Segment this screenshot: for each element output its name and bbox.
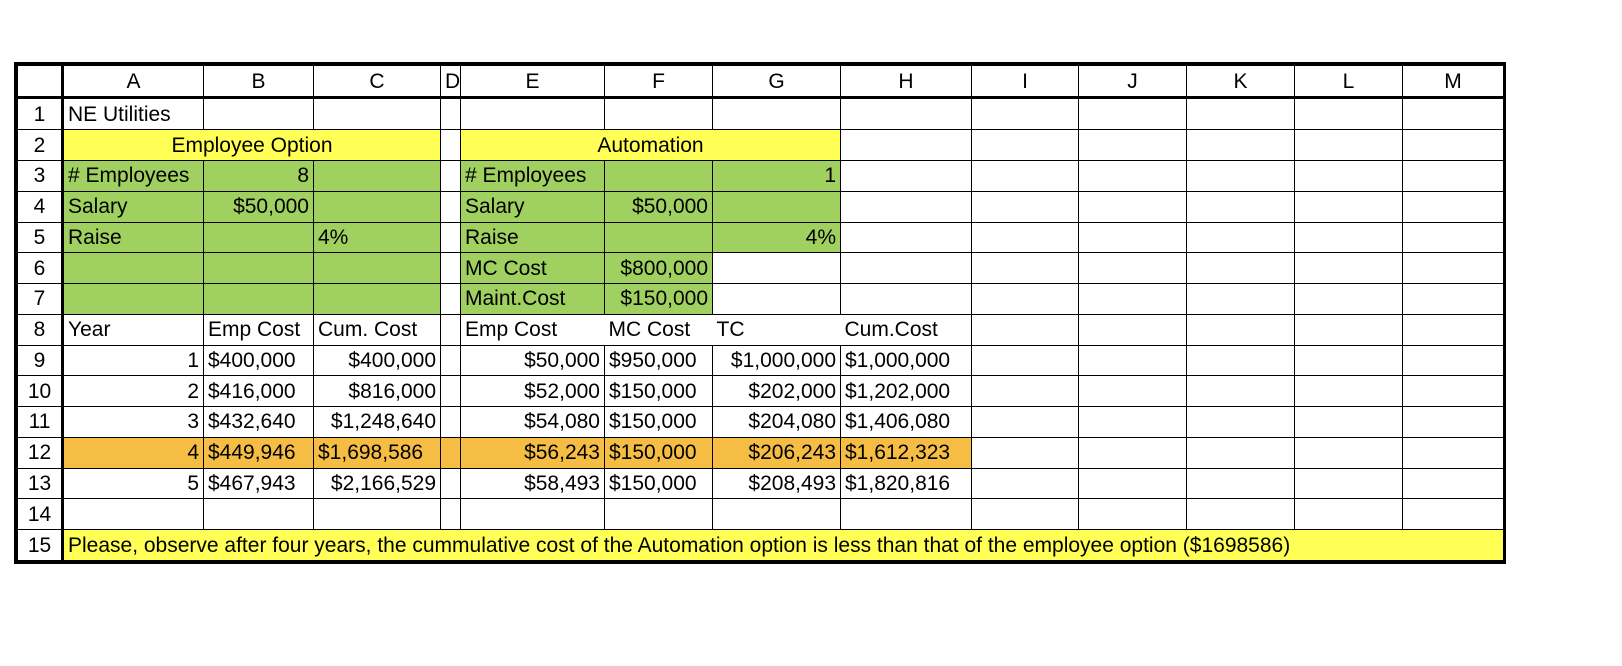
cum-cost-cell[interactable]: $1,248,640 xyxy=(314,407,441,438)
emp-cost-cell[interactable]: $416,000 xyxy=(204,376,314,407)
cell-i10[interactable] xyxy=(972,376,1079,407)
cell-m12[interactable] xyxy=(1403,437,1504,468)
emp-cost-cell[interactable]: $400,000 xyxy=(204,345,314,376)
cell-b6[interactable] xyxy=(204,253,314,284)
cell-c5[interactable]: 4% xyxy=(314,222,441,253)
row-header-7[interactable]: 7 xyxy=(18,284,63,315)
cell-h5[interactable] xyxy=(841,222,972,253)
column-header-g[interactable]: G xyxy=(713,66,841,98)
cell-a14[interactable] xyxy=(63,499,204,530)
cell-k8[interactable] xyxy=(1187,314,1295,345)
cell-k3[interactable] xyxy=(1187,161,1295,192)
row-header-11[interactable]: 11 xyxy=(18,407,63,438)
cell-j12[interactable] xyxy=(1079,437,1187,468)
cell-d11[interactable] xyxy=(441,407,461,438)
cum-cost-cell[interactable]: $1,698,586 xyxy=(314,437,441,468)
sheet-row xyxy=(18,284,1504,315)
cell-i11[interactable] xyxy=(972,407,1079,438)
column-header-c[interactable]: C xyxy=(314,66,441,98)
cell-m9[interactable] xyxy=(1403,345,1504,376)
cell-g1[interactable] xyxy=(713,98,841,130)
cell-c14[interactable] xyxy=(314,499,441,530)
cell-f6[interactable]: $800,000 xyxy=(605,253,713,284)
cell-j14[interactable] xyxy=(1079,499,1187,530)
tc-cell[interactable]: $208,493 xyxy=(713,468,841,499)
cell-l2[interactable] xyxy=(1295,130,1403,161)
table-row xyxy=(18,376,1504,407)
cell-g6[interactable] xyxy=(713,253,841,284)
cell-l3[interactable] xyxy=(1295,161,1403,192)
cell-k2[interactable] xyxy=(1187,130,1295,161)
cell-l7[interactable] xyxy=(1295,284,1403,315)
cell-j7[interactable] xyxy=(1079,284,1187,315)
sheet-row xyxy=(18,191,1504,222)
cell-j11[interactable] xyxy=(1079,407,1187,438)
cum-cost-cell[interactable]: $400,000 xyxy=(314,345,441,376)
sheet-row xyxy=(18,314,1504,345)
cell-i12[interactable] xyxy=(972,437,1079,468)
year-cell[interactable]: 5 xyxy=(63,468,204,499)
mc-cost-cell[interactable]: $150,000 xyxy=(605,407,713,438)
header-auto-emp-cost[interactable]: Emp Cost xyxy=(461,314,605,345)
cell-m14[interactable] xyxy=(1403,499,1504,530)
emp-cost-cell[interactable]: $432,640 xyxy=(204,407,314,438)
cell-grid xyxy=(17,65,1504,561)
sheet-row xyxy=(18,499,1504,530)
row-header-5[interactable]: 5 xyxy=(18,222,63,253)
row-header-12[interactable]: 12 xyxy=(18,437,63,468)
cell-f1[interactable] xyxy=(605,98,713,130)
cell-k11[interactable] xyxy=(1187,407,1295,438)
cell-m5[interactable] xyxy=(1403,222,1504,253)
table-row xyxy=(18,437,1504,468)
auto-cum-cost-cell[interactable]: $1,612,323 xyxy=(841,437,972,468)
header-tc[interactable]: TC xyxy=(713,314,841,345)
cell-m8[interactable] xyxy=(1403,314,1504,345)
cell-e14[interactable] xyxy=(461,499,605,530)
cell-m13[interactable] xyxy=(1403,468,1504,499)
mc-cost-cell[interactable]: $150,000 xyxy=(605,468,713,499)
employee-option-header[interactable]: Employee Option xyxy=(63,130,441,161)
cell-d8[interactable] xyxy=(441,314,461,345)
tc-cell[interactable]: $204,080 xyxy=(713,407,841,438)
cell-j1[interactable] xyxy=(1079,98,1187,130)
cell-k10[interactable] xyxy=(1187,376,1295,407)
column-header-d[interactable]: D xyxy=(441,66,461,98)
column-header-a[interactable]: A xyxy=(63,66,204,98)
auto-emp-cost-cell[interactable]: $54,080 xyxy=(461,407,605,438)
cell-e3[interactable]: # Employees xyxy=(461,161,605,192)
cell-j13[interactable] xyxy=(1079,468,1187,499)
cell-m10[interactable] xyxy=(1403,376,1504,407)
cell-h4[interactable] xyxy=(841,191,972,222)
tc-cell[interactable]: $202,000 xyxy=(713,376,841,407)
cell-f4[interactable]: $50,000 xyxy=(605,191,713,222)
emp-cost-cell[interactable]: $467,943 xyxy=(204,468,314,499)
cell-a7[interactable] xyxy=(63,284,204,315)
cell-d4[interactable] xyxy=(441,191,461,222)
column-header-k[interactable]: K xyxy=(1187,66,1295,98)
cum-cost-cell[interactable]: $816,000 xyxy=(314,376,441,407)
cell-k9[interactable] xyxy=(1187,345,1295,376)
cell-i6[interactable] xyxy=(972,253,1079,284)
header-auto-cum-cost[interactable]: Cum.Cost xyxy=(841,314,972,345)
cell-f7[interactable]: $150,000 xyxy=(605,284,713,315)
emp-cost-cell[interactable]: $449,946 xyxy=(204,437,314,468)
cell-d5[interactable] xyxy=(441,222,461,253)
row-header-3[interactable]: 3 xyxy=(18,161,63,192)
cell-j8[interactable] xyxy=(1079,314,1187,345)
cell-i8[interactable] xyxy=(972,314,1079,345)
cell-m3[interactable] xyxy=(1403,161,1504,192)
cell-k14[interactable] xyxy=(1187,499,1295,530)
table-row xyxy=(18,468,1504,499)
auto-cum-cost-cell[interactable]: $1,406,080 xyxy=(841,407,972,438)
cell-a6[interactable] xyxy=(63,253,204,284)
year-cell[interactable]: 4 xyxy=(63,437,204,468)
row-header-13[interactable]: 13 xyxy=(18,468,63,499)
cell-l9[interactable] xyxy=(1295,345,1403,376)
row-header-14[interactable]: 14 xyxy=(18,499,63,530)
cell-l11[interactable] xyxy=(1295,407,1403,438)
cell-c1[interactable] xyxy=(314,98,441,130)
mc-cost-cell[interactable]: $150,000 xyxy=(605,437,713,468)
cell-h6[interactable] xyxy=(841,253,972,284)
cell-h14[interactable] xyxy=(841,499,972,530)
cell-k1[interactable] xyxy=(1187,98,1295,130)
cell-h2[interactable] xyxy=(841,130,972,161)
column-header-f[interactable]: F xyxy=(605,66,713,98)
cell-c7[interactable] xyxy=(314,284,441,315)
cell-d9[interactable] xyxy=(441,345,461,376)
cell-a3[interactable]: # Employees xyxy=(63,161,204,192)
cell-d12[interactable] xyxy=(441,437,461,468)
cell-j6[interactable] xyxy=(1079,253,1187,284)
cell-i14[interactable] xyxy=(972,499,1079,530)
cell-k5[interactable] xyxy=(1187,222,1295,253)
cell-i5[interactable] xyxy=(972,222,1079,253)
cell-a5[interactable]: Raise xyxy=(63,222,204,253)
column-header-b[interactable]: B xyxy=(204,66,314,98)
column-header-l[interactable]: L xyxy=(1295,66,1403,98)
cell-e5[interactable]: Raise xyxy=(461,222,605,253)
cell-e7[interactable]: Maint.Cost xyxy=(461,284,605,315)
cell-g7[interactable] xyxy=(713,284,841,315)
cell-k12[interactable] xyxy=(1187,437,1295,468)
mc-cost-cell[interactable]: $150,000 xyxy=(605,376,713,407)
column-header-h[interactable]: H xyxy=(841,66,972,98)
cell-m7[interactable] xyxy=(1403,284,1504,315)
cell-e6[interactable]: MC Cost xyxy=(461,253,605,284)
column-header-i[interactable]: I xyxy=(972,66,1079,98)
cell-a4[interactable]: Salary xyxy=(63,191,204,222)
automation-header[interactable]: Automation xyxy=(461,130,841,161)
column-header-e[interactable]: E xyxy=(461,66,605,98)
cum-cost-cell[interactable]: $2,166,529 xyxy=(314,468,441,499)
cell-d1[interactable] xyxy=(441,98,461,130)
cell-b5[interactable] xyxy=(204,222,314,253)
cell-b4[interactable]: $50,000 xyxy=(204,191,314,222)
cell-j4[interactable] xyxy=(1079,191,1187,222)
auto-cum-cost-cell[interactable]: $1,000,000 xyxy=(841,345,972,376)
auto-cum-cost-cell[interactable]: $1,820,816 xyxy=(841,468,972,499)
header-mc-cost[interactable]: MC Cost xyxy=(605,314,713,345)
cell-j3[interactable] xyxy=(1079,161,1187,192)
cell-b7[interactable] xyxy=(204,284,314,315)
auto-emp-cost-cell[interactable]: $58,493 xyxy=(461,468,605,499)
tc-cell[interactable]: $1,000,000 xyxy=(713,345,841,376)
cell-m1[interactable] xyxy=(1403,98,1504,130)
cell-d13[interactable] xyxy=(441,468,461,499)
column-header-j[interactable]: J xyxy=(1079,66,1187,98)
cell-l6[interactable] xyxy=(1295,253,1403,284)
year-cell[interactable]: 1 xyxy=(63,345,204,376)
row-header-2[interactable]: 2 xyxy=(18,130,63,161)
column-header-m[interactable]: M xyxy=(1403,66,1504,98)
column-header-row xyxy=(18,66,1504,98)
cell-l1[interactable] xyxy=(1295,98,1403,130)
mc-cost-cell[interactable]: $950,000 xyxy=(605,345,713,376)
cell-k6[interactable] xyxy=(1187,253,1295,284)
cell-g14[interactable] xyxy=(713,499,841,530)
cell-k13[interactable] xyxy=(1187,468,1295,499)
cell-i3[interactable] xyxy=(972,161,1079,192)
cell-c6[interactable] xyxy=(314,253,441,284)
sheet-row xyxy=(18,161,1504,192)
row-header-9[interactable]: 9 xyxy=(18,345,63,376)
cell-i4[interactable] xyxy=(972,191,1079,222)
cell-l12[interactable] xyxy=(1295,437,1403,468)
cell-d3[interactable] xyxy=(441,161,461,192)
cell-f5[interactable] xyxy=(605,222,713,253)
cell-j10[interactable] xyxy=(1079,376,1187,407)
cell-i13[interactable] xyxy=(972,468,1079,499)
cell-h1[interactable] xyxy=(841,98,972,130)
cell-l14[interactable] xyxy=(1295,499,1403,530)
header-emp-cost[interactable]: Emp Cost xyxy=(204,314,314,345)
cell-c4[interactable] xyxy=(314,191,441,222)
year-cell[interactable]: 2 xyxy=(63,376,204,407)
cell-j5[interactable] xyxy=(1079,222,1187,253)
cell-l4[interactable] xyxy=(1295,191,1403,222)
cell-d2[interactable] xyxy=(441,130,461,161)
row-header-15[interactable]: 15 xyxy=(18,530,63,561)
cell-l5[interactable] xyxy=(1295,222,1403,253)
cell-a1[interactable]: NE Utilities xyxy=(63,98,204,130)
cell-g4[interactable] xyxy=(713,191,841,222)
cell-j9[interactable] xyxy=(1079,345,1187,376)
cell-h3[interactable] xyxy=(841,161,972,192)
cell-m2[interactable] xyxy=(1403,130,1504,161)
cell-i9[interactable] xyxy=(972,345,1079,376)
cell-i2[interactable] xyxy=(972,130,1079,161)
cell-m4[interactable] xyxy=(1403,191,1504,222)
cell-e4[interactable]: Salary xyxy=(461,191,605,222)
cell-f14[interactable] xyxy=(605,499,713,530)
cell-k4[interactable] xyxy=(1187,191,1295,222)
cell-k7[interactable] xyxy=(1187,284,1295,315)
row-header-8[interactable]: 8 xyxy=(18,314,63,345)
cell-d14[interactable] xyxy=(441,499,461,530)
cell-c3[interactable] xyxy=(314,161,441,192)
cell-d10[interactable] xyxy=(441,376,461,407)
header-cum-cost[interactable]: Cum. Cost xyxy=(314,314,441,345)
cell-i1[interactable] xyxy=(972,98,1079,130)
sheet-row xyxy=(18,530,1504,561)
cell-e1[interactable] xyxy=(461,98,605,130)
spreadsheet xyxy=(14,62,1506,564)
header-year[interactable]: Year xyxy=(63,314,204,345)
auto-emp-cost-cell[interactable]: $50,000 xyxy=(461,345,605,376)
cell-d6[interactable] xyxy=(441,253,461,284)
sheet-row xyxy=(18,222,1504,253)
auto-emp-cost-cell[interactable]: $52,000 xyxy=(461,376,605,407)
sheet-row xyxy=(18,253,1504,284)
select-all-corner[interactable] xyxy=(18,66,63,98)
cell-d7[interactable] xyxy=(441,284,461,315)
cell-g5[interactable]: 4% xyxy=(713,222,841,253)
table-row xyxy=(18,407,1504,438)
cell-g3[interactable]: 1 xyxy=(713,161,841,192)
row-header-4[interactable]: 4 xyxy=(18,191,63,222)
cell-m6[interactable] xyxy=(1403,253,1504,284)
cell-b1[interactable] xyxy=(204,98,314,130)
cell-l8[interactable] xyxy=(1295,314,1403,345)
sheet-row xyxy=(18,130,1504,161)
auto-cum-cost-cell[interactable]: $1,202,000 xyxy=(841,376,972,407)
cell-b3[interactable]: 8 xyxy=(204,161,314,192)
row-header-6[interactable]: 6 xyxy=(18,253,63,284)
cell-l10[interactable] xyxy=(1295,376,1403,407)
cell-f3[interactable] xyxy=(605,161,713,192)
year-cell[interactable]: 3 xyxy=(63,407,204,438)
sheet-row xyxy=(18,98,1504,130)
cell-j2[interactable] xyxy=(1079,130,1187,161)
table-row xyxy=(18,345,1504,376)
cell-m11[interactable] xyxy=(1403,407,1504,438)
observation-note[interactable]: Please, observe after four years, the cummulative cost of the Automation option is less than that of the employee option ($1698586) xyxy=(63,530,1504,561)
cell-i7[interactable] xyxy=(972,284,1079,315)
cell-l13[interactable] xyxy=(1295,468,1403,499)
tc-cell[interactable]: $206,243 xyxy=(713,437,841,468)
cell-b14[interactable] xyxy=(204,499,314,530)
auto-emp-cost-cell[interactable]: $56,243 xyxy=(461,437,605,468)
cell-h7[interactable] xyxy=(841,284,972,315)
row-header-10[interactable]: 10 xyxy=(18,376,63,407)
row-header-1[interactable]: 1 xyxy=(18,98,63,130)
